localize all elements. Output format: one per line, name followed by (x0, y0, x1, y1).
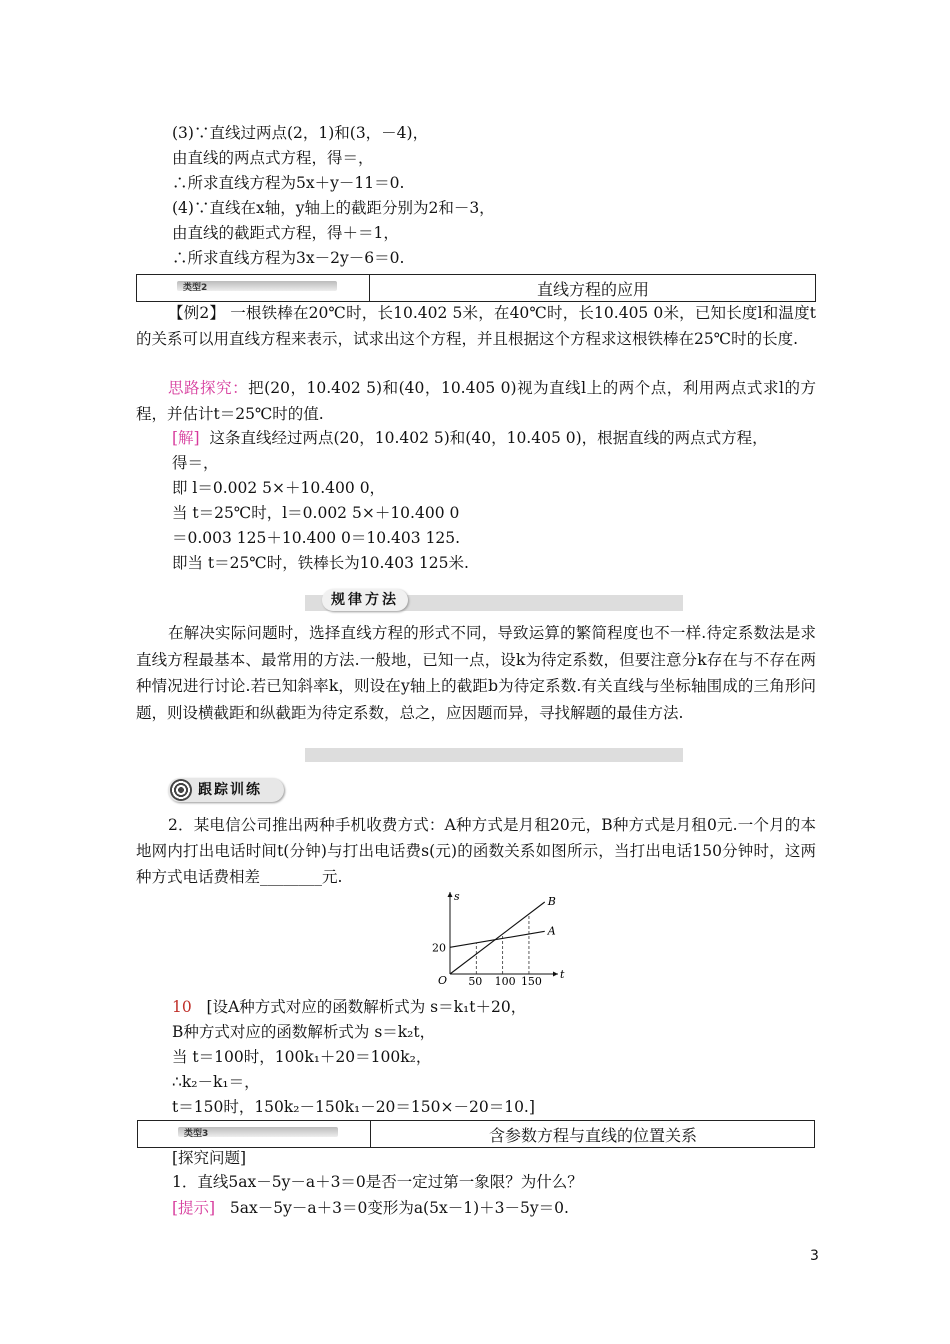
training-banner (168, 778, 284, 802)
y-axis-arrow (448, 892, 453, 897)
tag-label: 类型3 (184, 1129, 209, 1139)
divider-bar (305, 748, 683, 762)
training-banner-label: 跟踪训练 (198, 782, 262, 798)
example-text: 【例2】 一根铁棒在20℃时，长10.402 5米，在40℃时，长10.405 0米，已知长度l和温度t的关系可以用直线方程来表示，试求出这个方程，并且根据这个方程求这根铁棒在25℃时的长度. (136, 304, 816, 348)
text-line: 即 l＝0.002 5×＋10.400 0， (172, 479, 386, 497)
question-2: 2．某电信公司推出两种手机收费方式：A种方式是月租20元，B种方式是月租0元.一个月的本地网内打出电话时间t(分钟)与打出电话费s(元)的函数关系如图所示，当打出电话150分钟时，这两种方式电话费相差________元. (136, 816, 816, 886)
answer-line (172, 996, 526, 1018)
x-tick-label: 100 (494, 975, 516, 988)
section-title: 含参数方程与直线的位置关系 (488, 1126, 697, 1145)
series-line-b (450, 902, 545, 974)
hint-label: [提示] (172, 1199, 216, 1217)
text-line: ∴k₂－k₁＝， (172, 1073, 260, 1091)
explore-label: [探究问题] (172, 1149, 247, 1167)
solution-text: 这条直线经过两点(20，10.402 5)和(40，10.405 0)，根据直线的两点式方程， (209, 429, 768, 447)
method-banner (322, 589, 408, 611)
hint-text: 5ax－5y－a＋3＝0变形为a(5x－1)＋3－5y＝0. (229, 1199, 569, 1217)
section-header-type3 (137, 1120, 815, 1148)
target-icon (170, 779, 192, 801)
text-line: 由直线的两点式方程，得＝， (172, 149, 374, 167)
series-label-a: A (547, 924, 556, 938)
method-text: 在解决实际问题时，选择直线方程的形式不同，导致运算的繁简程度也不一样.待定系数法是求直线方程最基本、最常用的方法.一般地，已知一点，设k为待定系数，但要注意分k存在与不存在两种情况进行讨论.若已知斜率k，则设在y轴上的截距b为待定系数.有关直线与坐标轴围成的三角形问题，则设横截距和纵截距为待定系数，总之，应因题而异，寻找解题的最佳方法. (136, 624, 816, 722)
solution-line (172, 427, 768, 449)
text-line: 当 t＝25℃时，l＝0.002 5×＋10.400 0 (172, 504, 460, 522)
text-line: ＝0.003 125＋10.400 0＝10.403 125. (172, 529, 461, 547)
series-line-a (450, 931, 545, 947)
text-line: t＝150时，150k₂－150k₁－20＝150×－20＝10.] (172, 1098, 535, 1116)
y-tick-label: 20 (432, 941, 446, 955)
text-line: 由直线的截距式方程，得＋＝1， (172, 224, 399, 242)
x-tick-label: 150 (520, 975, 542, 988)
approach-paragraph (136, 375, 816, 427)
solution-label: [解] (172, 429, 200, 447)
x-axis-arrow (553, 972, 558, 977)
section-header-type2 (136, 274, 816, 302)
section-title: 直线方程的应用 (536, 280, 649, 299)
approach-text: 把(20，10.402 5)和(40，10.405 0)视为直线l上的两个点，利用两点式求l的方程，并估计t＝25℃时的值. (136, 379, 816, 423)
text-line: (4)∵直线在x轴，y轴上的截距分别为2和－3， (172, 199, 495, 217)
text-line: 得＝， (172, 454, 219, 472)
answer-value: 10 (172, 998, 192, 1016)
text-line: ∴所求直线方程为3x－2y－6＝0. (172, 249, 405, 267)
type-tag (138, 1121, 371, 1147)
y-axis-label: s (454, 890, 460, 903)
origin-label: O (438, 974, 448, 987)
text-line: 当 t＝100时，100k₁＋20＝100k₂， (172, 1048, 432, 1066)
text-line: B种方式对应的函数解析式为 s＝k₂t， (172, 1023, 436, 1041)
function-graph (422, 888, 565, 988)
method-banner-label: 规律方法 (331, 592, 399, 608)
series-label-b: B (547, 895, 556, 908)
text-line: ∴所求直线方程为5x＋y－11＝0. (172, 174, 405, 192)
page-number: 3 (810, 1248, 819, 1264)
tag-label: 类型2 (183, 283, 208, 293)
x-tick-label: 50 (468, 975, 483, 988)
type-tag (137, 275, 370, 301)
x-axis-label: t (560, 968, 565, 981)
approach-label: 思路探究： (168, 379, 249, 397)
hint-line (172, 1197, 569, 1219)
explore-question: 1．直线5ax－5y－a＋3＝0是否一定过第一象限？为什么？ (172, 1173, 583, 1191)
text-line: (3)∵直线过两点(2，1)和(3，－4)， (172, 124, 429, 142)
text-line: 即当 t＝25℃时，铁棒长为10.403 125米. (172, 554, 469, 572)
answer-text: [设A种方式对应的函数解析式为 s＝k₁t＋20， (206, 998, 527, 1016)
